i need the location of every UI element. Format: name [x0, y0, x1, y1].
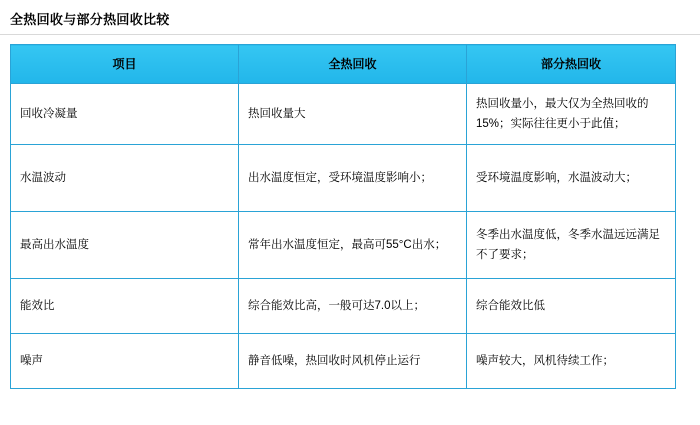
cell-full: 综合能效比高，一般可达7.0以上；	[239, 279, 467, 334]
row-label: 最高出水温度	[11, 212, 239, 279]
column-header-full-heat-recovery: 全热回收	[239, 45, 467, 84]
cell-partial: 综合能效比低	[467, 279, 676, 334]
table-row	[11, 279, 676, 334]
table-row	[11, 84, 676, 145]
row-label: 能效比	[11, 279, 239, 334]
cell-full: 热回收量大	[239, 84, 467, 145]
table-row	[11, 212, 676, 279]
row-label: 回收冷凝量	[11, 84, 239, 145]
row-label: 水温波动	[11, 145, 239, 212]
table-row	[11, 334, 676, 389]
cell-partial: 受环境温度影响，水温波动大；	[467, 145, 676, 212]
row-label: 噪声	[11, 334, 239, 389]
page-title: 全热回收与部分热回收比较	[10, 12, 170, 27]
cell-partial: 热回收量小，最大仅为全热回收的15%；实际往往更小于此值；	[467, 84, 676, 145]
cell-partial: 冬季出水温度低，冬季水温远远满足不了要求；	[467, 212, 676, 279]
table-header-row	[11, 45, 676, 84]
cell-full: 出水温度恒定，受环境温度影响小；	[239, 145, 467, 212]
column-header-partial-heat-recovery: 部分热回收	[467, 45, 676, 84]
column-header-item: 项目	[11, 45, 239, 84]
table-row	[11, 145, 676, 212]
cell-partial: 噪声较大，风机待续工作；	[467, 334, 676, 389]
cell-full: 常年出水温度恒定，最高可55°C出水；	[239, 212, 467, 279]
comparison-table	[10, 44, 676, 389]
cell-full: 静音低噪，热回收时风机停止运行	[239, 334, 467, 389]
title-divider	[0, 34, 700, 35]
